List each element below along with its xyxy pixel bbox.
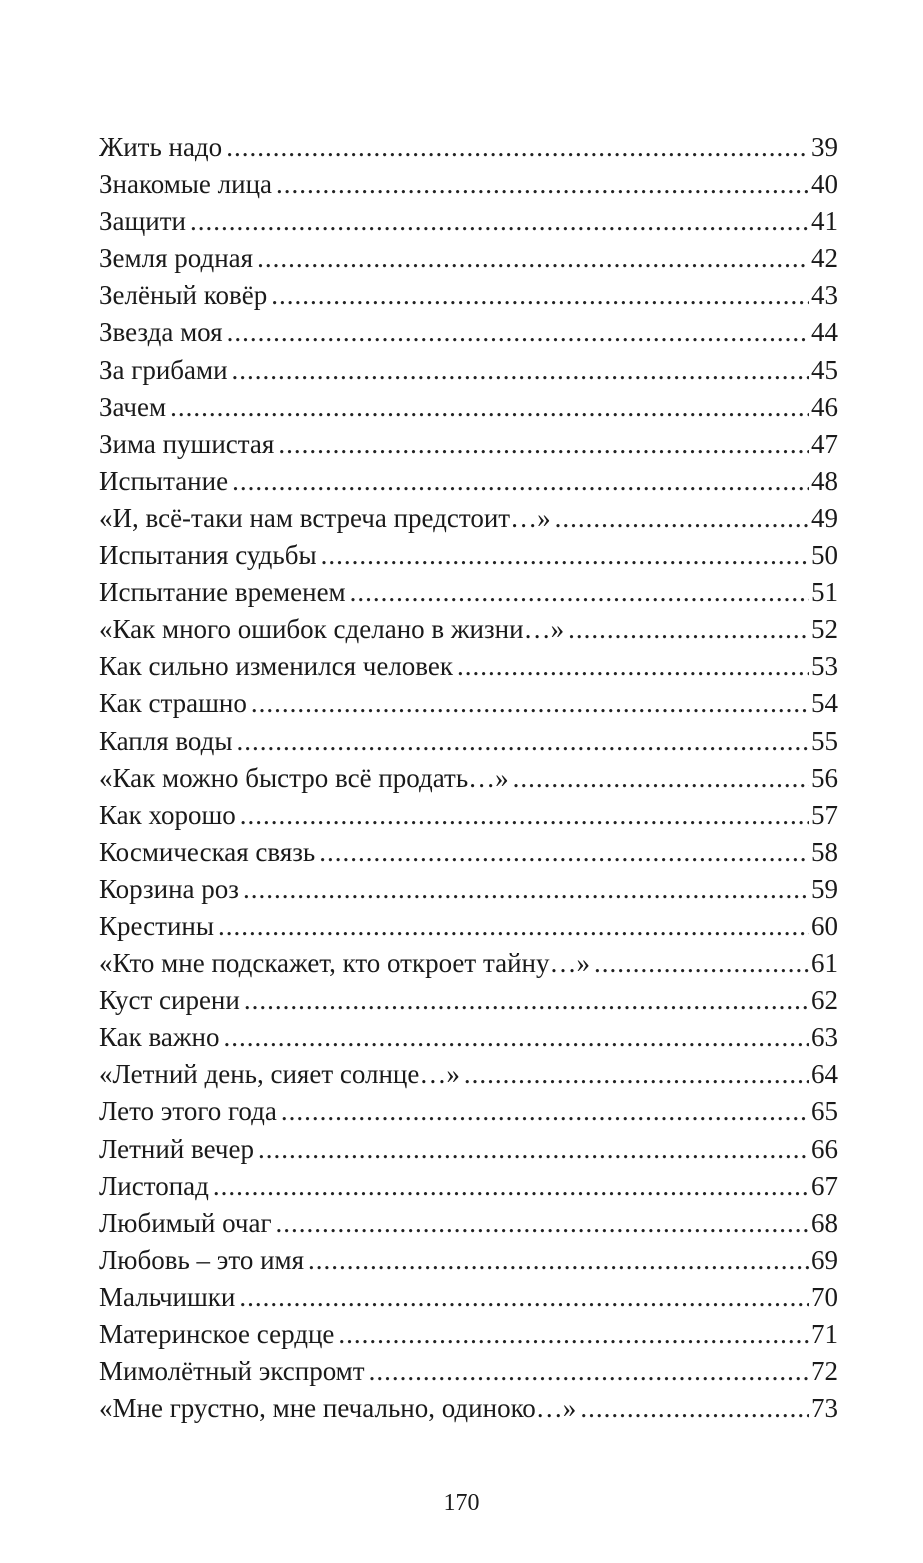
entry-page-number: 46: [811, 391, 838, 422]
dot-leader: [276, 1205, 809, 1242]
entry-page-number: 52: [811, 614, 838, 645]
entry-title: За грибами: [99, 354, 228, 385]
entry-page-number: 66: [811, 1133, 838, 1164]
entry-page-number: 61: [811, 948, 838, 979]
dot-leader: [308, 1242, 809, 1279]
entry-page-number: 59: [811, 873, 838, 904]
dot-leader: [350, 574, 809, 611]
entry-page-number: 73: [811, 1393, 838, 1424]
entry-page-number: 60: [811, 910, 838, 941]
entry-page-number: 71: [811, 1319, 838, 1349]
entry-page-number: 62: [811, 985, 838, 1016]
toc-entry: [99, 1056, 838, 1093]
entry-title: Мальчишки: [99, 1281, 236, 1312]
dot-leader: [257, 240, 809, 277]
toc-entry: [99, 1168, 838, 1205]
dot-leader: [319, 834, 809, 871]
toc-entry: [99, 760, 838, 797]
toc-entry: [99, 1316, 838, 1353]
dot-leader: [271, 277, 809, 314]
dot-leader: [281, 1093, 809, 1130]
entry-page-number: 72: [811, 1356, 838, 1387]
toc-entry: [99, 834, 838, 871]
dot-leader: [224, 1019, 810, 1056]
entry-page-number: 49: [811, 502, 838, 533]
entry-title: «И, всё-таки нам встреча предстоит…»: [99, 502, 551, 533]
entry-title: Как хорошо: [99, 799, 236, 830]
entry-page-number: 65: [811, 1096, 838, 1127]
dot-leader: [232, 352, 809, 389]
entry-page-number: 67: [811, 1170, 838, 1201]
entry-title: Космическая связь: [99, 836, 316, 867]
entry-page-number: 68: [811, 1207, 838, 1238]
entry-title: Мимолётный экспромт: [99, 1356, 365, 1387]
dot-leader: [258, 1131, 809, 1168]
entry-title: Куст сирени: [99, 985, 240, 1016]
toc-entry: [99, 908, 838, 945]
toc-entry: [99, 1279, 838, 1316]
dot-leader: [568, 611, 809, 648]
dot-leader: [170, 389, 809, 426]
entry-title: Испытания судьбы: [99, 540, 317, 571]
toc-entry: [99, 537, 838, 574]
entry-title: Зачем: [99, 391, 167, 422]
entry-page-number: 51: [811, 577, 838, 608]
entry-page-number: 53: [811, 651, 838, 682]
dot-leader: [369, 1353, 809, 1390]
entry-page-number: 43: [811, 280, 838, 311]
toc-entry: [99, 314, 838, 351]
dot-leader: [276, 166, 809, 203]
entry-page-number: 41: [811, 206, 838, 237]
entry-page-number: 55: [811, 725, 838, 756]
toc-entry: [99, 871, 838, 908]
toc-entry: [99, 277, 838, 314]
dot-leader: [278, 426, 809, 463]
dot-leader: [190, 203, 809, 240]
dot-leader: [218, 908, 809, 945]
entry-title: Зима пушистая: [99, 428, 275, 459]
dot-leader: [555, 500, 809, 537]
entry-title: Корзина роз: [99, 873, 239, 904]
dot-leader: [227, 314, 809, 351]
toc-entry: [99, 240, 838, 277]
entry-title: Звезда моя: [99, 317, 223, 348]
entry-title: Зелёный ковёр: [99, 280, 268, 311]
entry-title: Капля воды: [99, 725, 233, 756]
entry-title: Знакомые лица: [99, 169, 273, 200]
entry-title: Испытание временем: [99, 577, 346, 608]
toc-entry: [99, 1242, 838, 1279]
entry-title: Листопад: [99, 1170, 209, 1201]
entry-title: Летний вечер: [99, 1133, 254, 1164]
toc-entry: [99, 1353, 838, 1390]
dot-leader: [213, 1168, 809, 1205]
toc-entry: [99, 1205, 838, 1242]
toc-entry: [99, 723, 838, 760]
dot-leader: [580, 1390, 809, 1427]
entry-page-number: 40: [811, 169, 838, 200]
dot-leader: [243, 871, 809, 908]
page-number: 170: [443, 1490, 480, 1516]
entry-title: Лето этого года: [99, 1096, 277, 1127]
dot-leader: [464, 1056, 809, 1093]
entry-title: Любимый очаг: [99, 1207, 272, 1238]
toc-entry: [99, 389, 838, 426]
entry-page-number: 56: [811, 762, 838, 793]
toc-entry: [99, 203, 838, 240]
toc-entry: [99, 166, 838, 203]
entry-page-number: 64: [811, 1059, 838, 1090]
entry-title: «Кто мне подскажет, кто откроет тайну…»: [99, 948, 590, 979]
entry-title: «Как много ошибок сделано в жизни…»: [99, 614, 565, 645]
entry-page-number: 58: [811, 836, 838, 867]
toc-entry: [99, 500, 838, 537]
entry-page-number: 44: [811, 317, 838, 348]
dot-leader: [240, 797, 809, 834]
dot-leader: [321, 537, 809, 574]
entry-page-number: 57: [811, 799, 838, 830]
toc-entry: [99, 945, 838, 982]
entry-page-number: 63: [811, 1022, 838, 1053]
entry-title: Материнское сердце: [99, 1319, 335, 1349]
toc-entry: [99, 685, 838, 722]
toc-entry: [99, 1390, 838, 1427]
dot-leader: [226, 129, 809, 166]
dot-leader: [239, 1279, 809, 1316]
entry-page-number: 50: [811, 540, 838, 571]
dot-leader: [232, 463, 809, 500]
toc-entry: [99, 982, 838, 1019]
entry-title: Земля родная: [99, 243, 254, 274]
toc-entry: [99, 129, 838, 166]
dot-leader: [457, 648, 809, 685]
entry-title: «Как можно быстро всё продать…»: [99, 762, 509, 793]
entry-page-number: 54: [811, 688, 838, 719]
entry-page-number: 45: [811, 354, 838, 385]
entry-title: Любовь – это имя: [99, 1244, 305, 1275]
entry-title: Жить надо: [99, 132, 223, 162]
toc-entry: [99, 426, 838, 463]
toc-entry: [99, 611, 838, 648]
entry-page-number: 69: [811, 1244, 838, 1275]
dot-leader: [594, 945, 809, 982]
entry-title: Как важно: [99, 1022, 220, 1053]
entry-page-number: 39: [811, 132, 838, 162]
dot-leader: [513, 760, 809, 797]
entry-title: Как сильно изменился человек: [99, 651, 453, 682]
entry-page-number: 47: [811, 428, 838, 459]
toc-entry: [99, 352, 838, 389]
entry-page-number: 70: [811, 1281, 838, 1312]
toc-entry: [99, 1131, 838, 1168]
dot-leader: [251, 685, 809, 722]
toc-entry: [99, 574, 838, 611]
entry-page-number: 42: [811, 243, 838, 274]
dot-leader: [237, 723, 809, 760]
entry-title: «Летний день, сияет солнце…»: [99, 1059, 460, 1090]
toc-entry: [99, 797, 838, 834]
toc-entry: [99, 463, 838, 500]
dot-leader: [338, 1316, 809, 1353]
entry-page-number: 48: [811, 465, 838, 496]
entry-title: Как страшно: [99, 688, 247, 719]
table-of-contents: [99, 129, 838, 1427]
toc-entry: [99, 648, 838, 685]
toc-entry: [99, 1093, 838, 1130]
dot-leader: [244, 982, 809, 1019]
toc-entry: [99, 1019, 838, 1056]
entry-title: Защити: [99, 206, 186, 237]
entry-title: Крестины: [99, 910, 214, 941]
entry-title: «Мне грустно, мне печально, одиноко…»: [99, 1393, 577, 1424]
entry-title: Испытание: [99, 465, 229, 496]
